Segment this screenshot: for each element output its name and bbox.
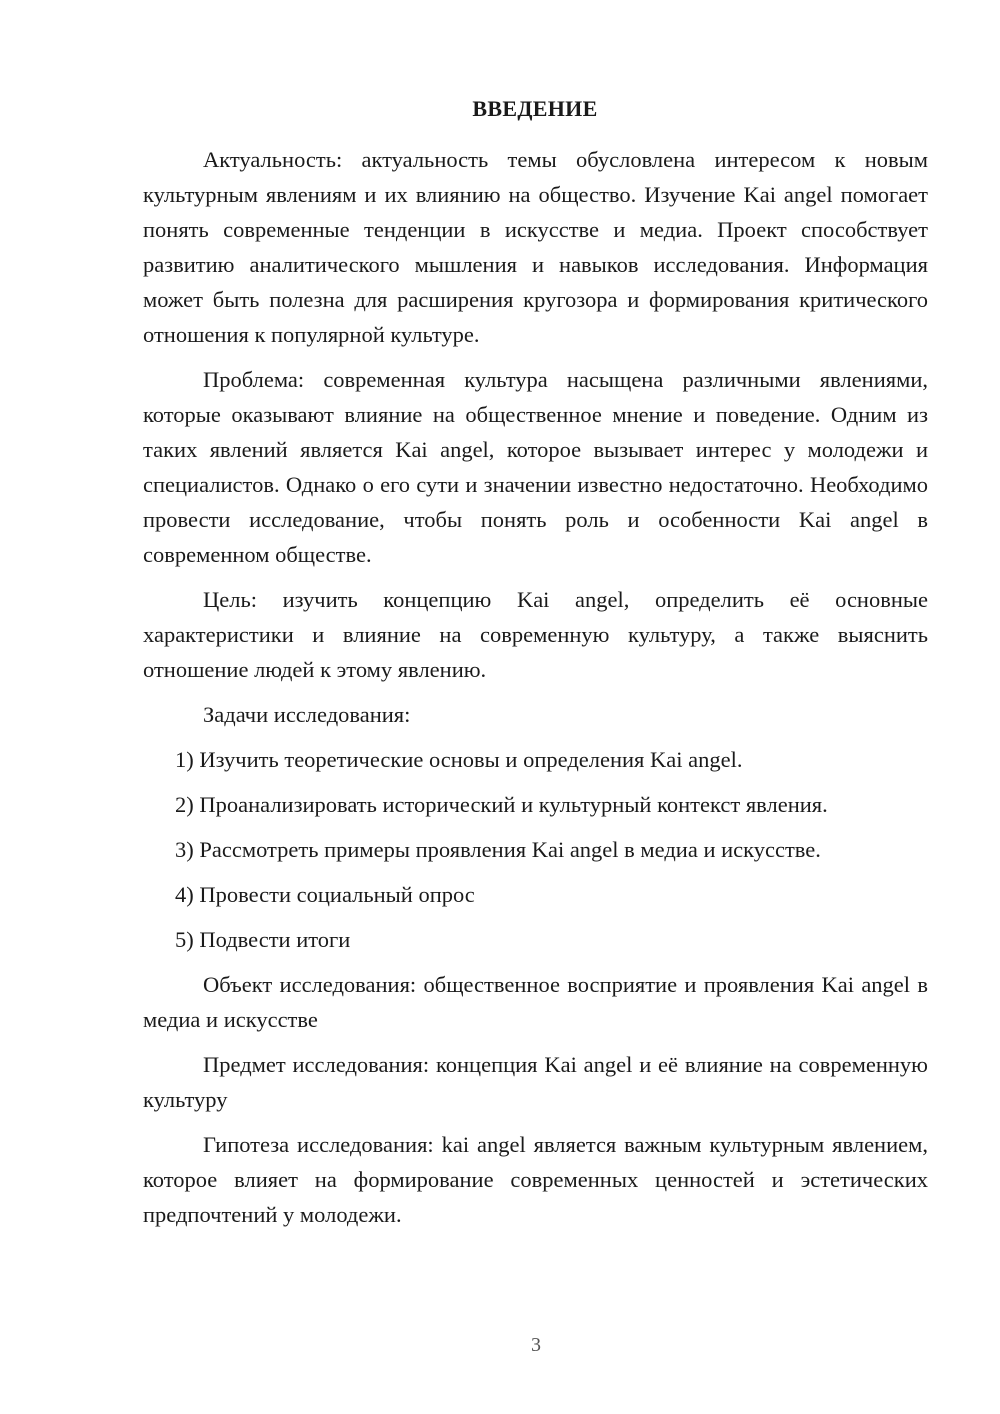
page-number: 3 xyxy=(531,1334,541,1356)
goal-paragraph: Цель: изучить концепцию Kai angel, определить её основные характеристики и влияние на современную культуру, а также выяснить отношение людей к этому явлению. xyxy=(143,587,928,682)
relevance-paragraph: Актуальность: актуальность темы обусловлена интересом к новым культурным явлениям и их влиянию на общество. Изучение Kai angel помогает понять современные тенденции в искусстве и медиа. Проект способствует развитию аналитического мышления и навыков исследования. Информация может быть полезна для расширения кругозора и формирования критического отношения к популярной культуре. xyxy=(143,147,928,347)
hypothesis-paragraph: Гипотеза исследования: kai angel является важным культурным явлением, которое влияет на формирование современных ценностей и эстетических предпочтений у молодежи. xyxy=(143,1132,928,1227)
tasks-heading: Задачи исследования: xyxy=(203,702,411,727)
task-item: 1) Изучить теоретические основы и определения Kai angel. xyxy=(175,747,743,772)
page-title: ВВЕДЕНИЕ xyxy=(472,96,598,121)
task-list xyxy=(143,742,928,957)
task-item: 4) Провести социальный опрос xyxy=(175,882,475,907)
task-item: 2) Проанализировать исторический и культурный контекст явления. xyxy=(175,792,828,817)
task-item: 3) Рассмотреть примеры проявления Kai angel в медиа и искусстве. xyxy=(175,837,821,862)
subject-paragraph: Предмет исследования: концепция Kai angel и её влияние на современную культуру xyxy=(143,1052,928,1112)
task-item: 5) Подвести итоги xyxy=(175,927,351,952)
problem-paragraph: Проблема: современная культура насыщена различными явлениями, которые оказывают влияние на общественное мнение и поведение. Одним из таких явлений является Kai angel, которое вызывает интерес у молодежи и специалистов. Однако о его сути и значении известно недостаточно. Необходимо провести исследование, чтобы понять роль и особенности Kai angel в современном обществе. xyxy=(143,367,928,567)
body-text xyxy=(143,142,928,1242)
object-paragraph: Объект исследования: общественное восприятие и проявления Kai angel в медиа и искусстве xyxy=(143,972,928,1032)
